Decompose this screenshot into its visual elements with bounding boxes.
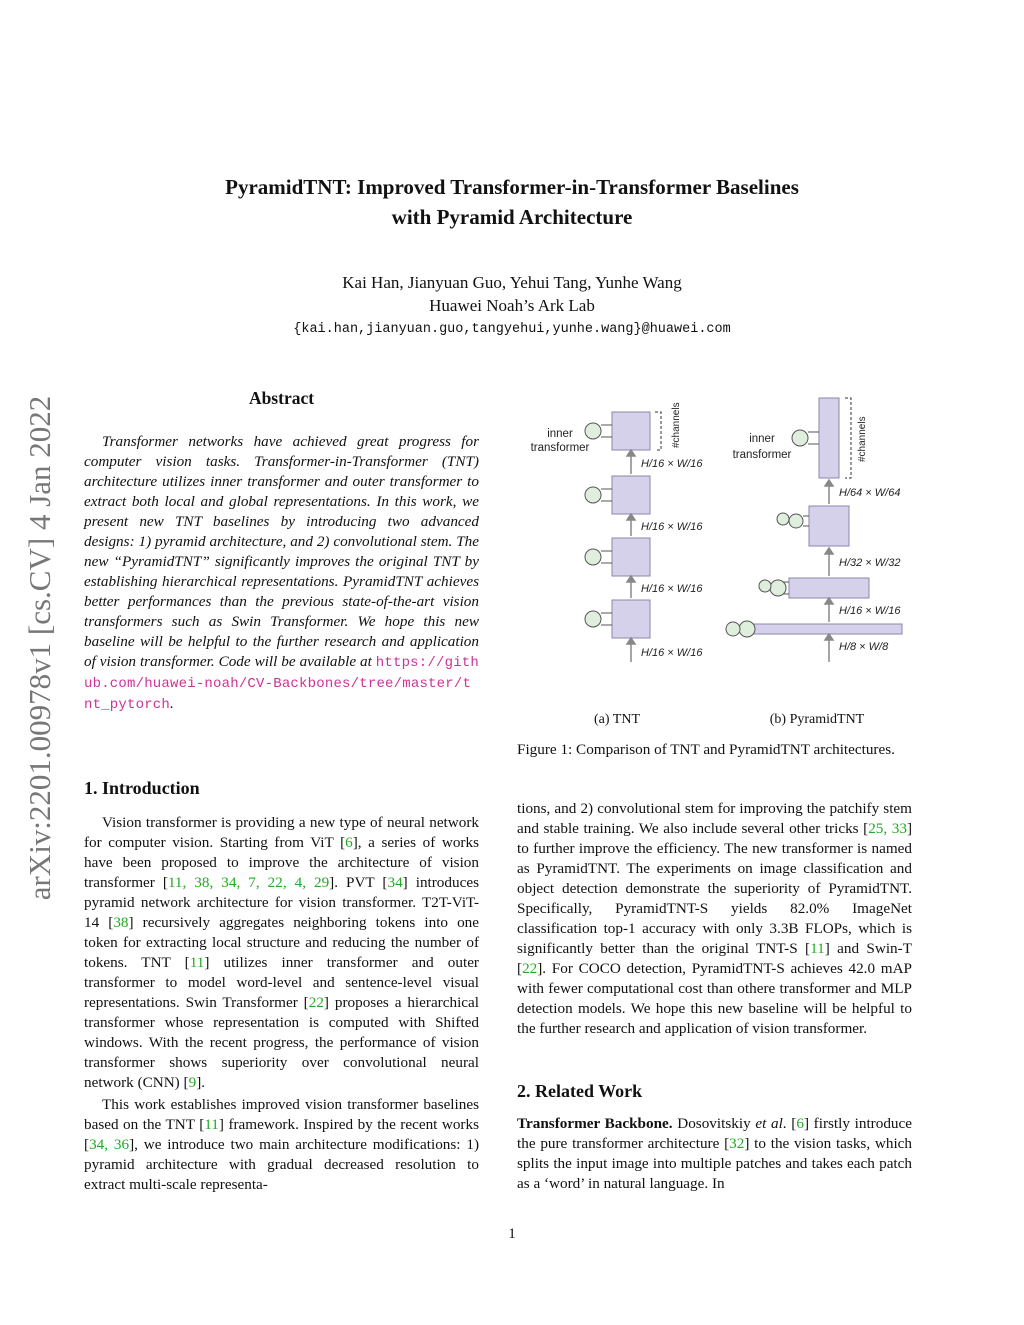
inner-transformer-node — [759, 580, 771, 592]
pyr-block — [754, 624, 902, 634]
affiliation: Huawei Noah’s Ark Lab — [429, 296, 595, 315]
subcaption-b: (b) PyramidTNT — [769, 712, 865, 727]
inner-transformer-node — [792, 430, 808, 446]
intro-continuation: tions, and 2) convolutional stem for improving the patchify stem and stable training. We also include several other tricks [25, 33] to further improve the efficiency. The new transformer is named as PyramidTNT. The experiments on image classification and object detection demonstrate the superiority of PyramidTNT. Specifically, PyramidTNT-S yields 82.0% ImageNet classification top-1 accuracy with only 3.3B FLOPs, which is significantly better than the original TNT-S [11] and Swin-T [22]. For COCO detection, PyramidTNT-S achieves 42.0 mAP with fewer computational cost than othere transformer and MLP detection models. We hope this new baseline will be helpful to the further research and application of vision transformer. — [517, 800, 912, 1037]
citation-link[interactable]: 11 — [810, 940, 825, 957]
arxiv-stamp-text: arXiv:2201.00978v1 [cs.CV] 4 Jan 2022 — [22, 395, 57, 901]
authors: Kai Han, Jianyuan Guo, Yehui Tang, Yunhe Wang — [342, 273, 682, 292]
title-line-2: with Pyramid Architecture — [391, 205, 633, 229]
pyr-block — [809, 506, 849, 546]
pyr-block — [819, 398, 839, 478]
title-line-1: PyramidTNT: Improved Transformer-in-Transformer Baselines — [225, 175, 799, 199]
pyr-channels-label: #channels — [857, 416, 868, 462]
citation-link[interactable]: 6 — [796, 1115, 804, 1132]
figure-1-caption: Figure 1: Comparison of TNT and PyramidTNT architectures. — [517, 741, 895, 758]
code-link[interactable]: https://github.com/huawei-noah/CV-Backbones/tree/master/tnt_pytorch — [84, 655, 479, 713]
citation-link[interactable]: 11, 38, 34, 7, 22, 4, 29 — [167, 874, 330, 891]
subcaption-a: (a) TNT — [594, 712, 640, 727]
tnt-resolution-label: H/16 × W/16 — [641, 521, 703, 533]
abstract-heading: Abstract — [248, 388, 315, 408]
inner-transformer-node — [739, 621, 755, 637]
tnt-block — [612, 600, 650, 638]
page-number: 1 — [508, 1226, 516, 1242]
intro-body — [84, 813, 479, 1195]
citation-link[interactable]: 34, 36 — [89, 1136, 130, 1153]
pyr-inner-label-2: transformer — [732, 449, 792, 461]
citation-link[interactable]: 11 — [189, 954, 205, 971]
tnt-diagram — [531, 402, 704, 662]
tnt-resolution-label: H/16 × W/16 — [641, 583, 703, 595]
intro-heading: 1. Introduction — [84, 778, 200, 798]
tnt-block — [612, 476, 650, 514]
abstract-body — [84, 432, 479, 715]
pyramidtnt-diagram — [726, 398, 902, 662]
tnt-channels-label: #channels — [671, 402, 682, 448]
citation-link[interactable]: 6 — [345, 834, 353, 851]
pyr-block — [789, 578, 869, 598]
pyr-inner-label-1: inner — [749, 433, 775, 445]
inner-transformer-node — [789, 514, 803, 528]
citation-link[interactable]: 38 — [113, 914, 129, 931]
inner-transformer-node — [777, 513, 789, 525]
citation-link[interactable]: 25, 33 — [868, 820, 907, 837]
pyr-resolution-label: H/32 × W/32 — [839, 557, 901, 569]
citation-link[interactable]: 22 — [522, 960, 538, 977]
citation-link[interactable]: 34 — [387, 874, 403, 891]
abstract-text: Transformer networks have achieved great progress for computer vision tasks. Transformer-in-Transformer (TNT) architecture utilizes inner transformer and outer transformer to extract both local and global representations. In this work, we present new TNT baselines by introducing two advanced designs: 1) pyramid architecture, and 2) convolutional stem. The new “PyramidTNT” significantly improves the original TNT by establishing hierarchical representations. PyramidTNT achieves better performances than the previous state-of-the-art vision transformers such as Swin Transformer. We hope this new baseline will be helpful to the further research and application of vision transformer. Code will be available at — [84, 433, 479, 670]
tnt-block — [612, 412, 650, 450]
tnt-block — [612, 538, 650, 576]
pyr-resolution-label: H/64 × W/64 — [839, 487, 901, 499]
paragraph-heading: Transformer Backbone. — [517, 1115, 673, 1132]
paper-title — [0, 172, 1024, 232]
citation-link[interactable]: 11 — [204, 1116, 219, 1133]
tnt-resolution-label: H/16 × W/16 — [641, 647, 703, 659]
figure-1 — [517, 392, 917, 738]
pyr-resolution-label: H/8 × W/8 — [839, 641, 889, 653]
citation-link[interactable]: 32 — [729, 1135, 745, 1152]
right-column-body — [517, 799, 912, 1039]
citation-link[interactable]: 22 — [308, 994, 324, 1011]
pyr-resolution-label: H/16 × W/16 — [839, 605, 901, 617]
related-work-body: Transformer Backbone. Dosovitskiy et al. [6] firstly introduce the pure transformer architecture [32] to the vision tasks, which splits the input image into multiple patches and takes each patch as a ‘word’ in natural language. In — [517, 1115, 912, 1192]
figure-1-diagram — [517, 392, 917, 738]
intro-paragraph-2: This work establishes improved vision transformer baselines based on the TNT [11] framework. Inspired by the recent works [34, 36], we introduce two main architecture modifications: 1) pyramid architecture with gradual decreased resolution to extract multi-scale representa- — [84, 1096, 480, 1193]
inner-transformer-node — [726, 622, 740, 636]
inner-transformer-node — [585, 549, 601, 565]
tnt-inner-label-2: transformer — [530, 442, 590, 454]
citation-link[interactable]: 9 — [188, 1074, 197, 1091]
tnt-inner-label-1: inner — [547, 428, 573, 440]
emails: {kai.han,jianyuan.guo,tangyehui,yunhe.wang}@huawei.com — [293, 322, 731, 337]
author-block — [0, 271, 1024, 317]
tnt-resolution-label: H/16 × W/16 — [641, 458, 703, 470]
inner-transformer-node — [585, 423, 601, 439]
intro-paragraph-1: Vision transformer is providing a new type of neural network for computer vision. Starting from ViT [6], a series of works have been proposed to improve the architecture of vision transformer [11, 38, 34, 7, 22, 4, 29]. PVT [34] introduces pyramid network architecture for vision transformer. T2T-ViT-14 [38] recursively aggregates neighboring tokens into one token for extracting local structure and reducing the number of tokens. TNT [11] utilizes inner transformer and outer transformer to model word-level and sentence-level visual representations. Swin Transformer [22] proposes a hierarchical transformer whose representation is computed with Shifted windows. With the recent progress, the performance of vision transformer shows superiority over convolutional neural network (CNN) [9]. — [84, 814, 480, 1091]
abstract-end: . — [170, 695, 174, 712]
inner-transformer-node — [585, 487, 601, 503]
inner-transformer-node — [585, 611, 601, 627]
related-work-heading: 2. Related Work — [517, 1081, 643, 1101]
